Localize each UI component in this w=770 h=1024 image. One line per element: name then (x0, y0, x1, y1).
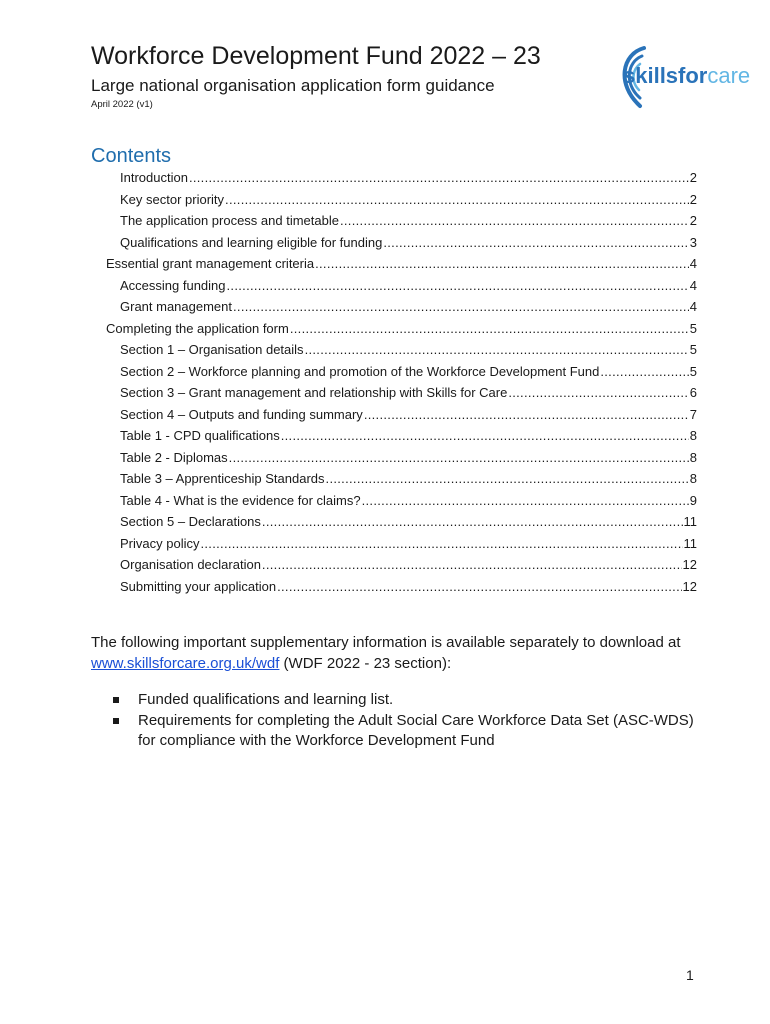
document-subtitle: Large national organisation application form guidance (91, 76, 495, 95)
svg-text:skillsforcare (623, 63, 750, 88)
toc-entry[interactable] (120, 553, 697, 573)
toc-dot-leader (200, 536, 682, 552)
toc-dot-leader (326, 471, 689, 487)
toc-entry[interactable] (120, 489, 697, 509)
toc-entry[interactable] (120, 510, 697, 530)
document-date: April 2022 (v1) (91, 99, 153, 110)
toc-entry-page: 3 (689, 234, 697, 250)
toc-entry-page: 2 (689, 191, 697, 207)
square-bullet-icon (113, 718, 119, 724)
toc-entry-page: 12 (682, 557, 697, 572)
toc-entry-label: Qualifications and learning eligible for funding (120, 234, 383, 250)
skills-for-care-logo (614, 44, 764, 110)
toc-entry[interactable] (120, 166, 697, 186)
toc-entry[interactable] (120, 381, 697, 401)
supplementary-list (91, 690, 711, 752)
toc-entry-page: 9 (689, 492, 697, 508)
toc-entry[interactable] (120, 467, 697, 487)
toc-entry-label: Key sector priority (120, 191, 225, 207)
toc-entry-label: Table 3 – Apprenticeship Standards (120, 471, 325, 486)
toc-dot-leader (383, 235, 688, 251)
toc-entry[interactable] (120, 360, 697, 380)
toc-dot-leader (305, 342, 689, 358)
toc-entry[interactable] (106, 317, 697, 337)
toc-entry-page: 12 (682, 578, 697, 594)
logo-text-skillsfor: skillsfor (623, 63, 708, 88)
supplementary-intro-suffix: (WDF 2022 - 23 section): (279, 655, 452, 672)
toc-entry-page: 4 (689, 256, 697, 271)
toc-entry-label: Table 1 - CPD qualifications (120, 428, 280, 443)
list-item (91, 711, 711, 751)
toc-entry-page: 5 (689, 363, 697, 379)
square-bullet-icon (113, 697, 119, 703)
toc-dot-leader (290, 321, 689, 337)
toc-entry-label: Section 2 – Workforce planning and promotion of the Workforce Development Fund (120, 363, 600, 379)
toc-entry-label: Grant management (120, 299, 233, 314)
toc-dot-leader (281, 428, 689, 444)
toc-entry-label: Completing the application form (106, 320, 289, 336)
toc-entry[interactable] (120, 274, 697, 294)
supplementary-info-paragraph (91, 632, 711, 674)
toc-entry-label: Organisation declaration (120, 557, 261, 572)
toc-dot-leader (262, 557, 682, 573)
toc-entry-label: Table 4 - What is the evidence for claims? (120, 492, 361, 508)
logo-text-care: care (707, 63, 751, 88)
toc-entry-label: Introduction (120, 170, 188, 185)
list-item (91, 690, 711, 710)
toc-entry-label: Essential grant management criteria (106, 256, 315, 271)
toc-entry-label: Submitting your application (120, 578, 277, 594)
toc-entry[interactable] (106, 252, 697, 272)
toc-entry-label: Accessing funding (120, 277, 226, 293)
toc-entry-page: 6 (689, 385, 697, 400)
toc-dot-leader (277, 579, 681, 595)
toc-entry-label: Section 3 – Grant management and relationship with Skills for Care (120, 385, 508, 400)
toc-dot-leader (340, 213, 689, 229)
toc-entry[interactable] (120, 338, 697, 358)
list-item-text: Requirements for completing the Adult Social Care Workforce Data Set (ASC-WDS) for compliance with the Workforce Development Fund (138, 712, 694, 749)
toc-entry-page: 11 (683, 535, 697, 551)
list-item-text: Funded qualifications and learning list. (138, 691, 394, 708)
toc-entry-page: 11 (683, 514, 697, 529)
toc-entry-page: 2 (689, 213, 697, 228)
wdf-download-link[interactable]: www.skillsforcare.org.uk/wdf (91, 655, 280, 672)
toc-entry[interactable] (120, 295, 697, 315)
toc-entry-page: 8 (689, 449, 697, 465)
toc-dot-leader (233, 299, 689, 315)
toc-entry-label: Section 1 – Organisation details (120, 342, 304, 357)
toc-dot-leader (189, 170, 689, 186)
toc-entry[interactable] (120, 575, 697, 595)
toc-entry-page: 4 (689, 277, 697, 293)
toc-entry-label: Section 5 – Declarations (120, 514, 261, 529)
toc-dot-leader (227, 278, 689, 294)
toc-entry-label: Table 2 - Diplomas (120, 449, 228, 465)
toc-entry[interactable] (120, 403, 697, 423)
document-title: Workforce Development Fund 2022 – 23 (91, 42, 541, 70)
toc-entry-page: 5 (689, 342, 697, 357)
toc-dot-leader (262, 514, 683, 530)
toc-entry-page: 8 (689, 428, 697, 443)
toc-entry[interactable] (120, 424, 697, 444)
toc-entry-label: The application process and timetable (120, 213, 339, 228)
toc-entry[interactable] (120, 209, 697, 229)
toc-entry-label: Privacy policy (120, 535, 200, 551)
toc-entry-label: Section 4 – Outputs and funding summary (120, 406, 363, 422)
toc-entry-page: 4 (689, 299, 697, 314)
toc-entry[interactable] (120, 188, 697, 208)
toc-dot-leader (600, 364, 688, 380)
toc-dot-leader (315, 256, 689, 272)
toc-dot-leader (362, 493, 689, 509)
toc-entry-page: 7 (689, 406, 697, 422)
toc-dot-leader (364, 407, 689, 423)
toc-dot-leader (229, 450, 689, 466)
toc-entry-page: 8 (689, 471, 697, 486)
contents-heading: Contents (91, 145, 172, 167)
supplementary-intro-text: The following important supplementary information is available separately to download at (91, 634, 681, 651)
toc-entry[interactable] (120, 231, 697, 251)
toc-entry[interactable] (120, 532, 697, 552)
page-number: 1 (686, 967, 694, 983)
toc-dot-leader (508, 385, 688, 401)
toc-entry[interactable] (120, 446, 697, 466)
toc-entry-page: 5 (689, 320, 697, 336)
toc-dot-leader (225, 192, 689, 208)
toc-entry-page: 2 (689, 170, 697, 185)
